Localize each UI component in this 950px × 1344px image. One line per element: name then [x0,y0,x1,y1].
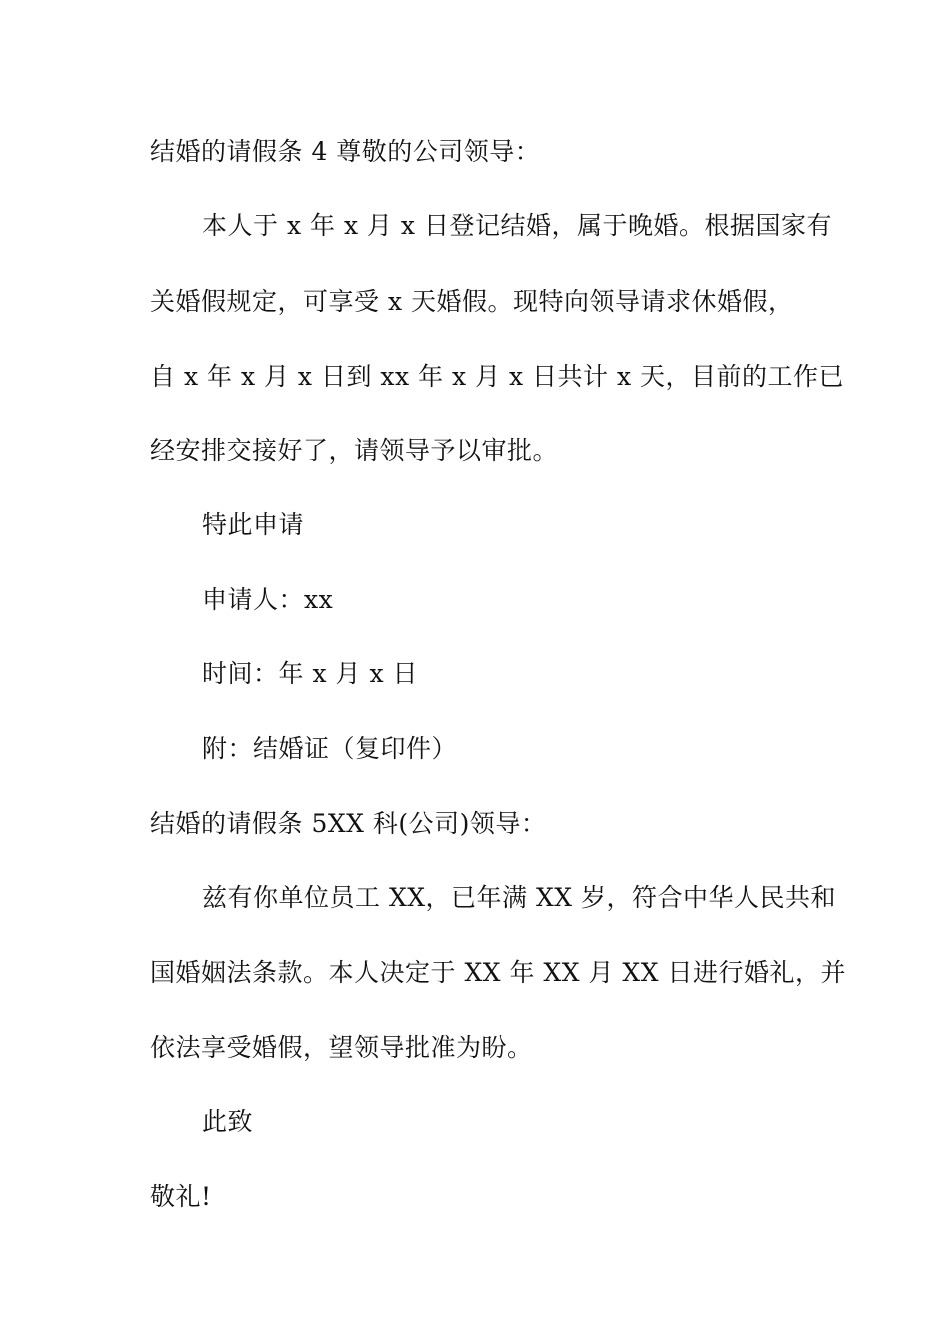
letter4-date: 时间：年 x 月 x 日 [202,659,418,688]
letter4-body-line-4: 经安排交接好了，请领导予以审批。 [150,436,559,465]
letter5-body-line-1: 兹有你单位员工 XX，已年满 XX 岁，符合中华人民共和 [202,883,837,912]
letter4-body-line-1: 本人于 x 年 x 月 x 日登记结婚，属于晚婚。根据国家有 [202,211,832,240]
letter4-closing: 特此申请 [202,510,305,539]
letter4-body-line-2: 关婚假规定，可享受 x 天婚假。现特向领导请求休婚假， [150,287,794,316]
letter4-applicant: 申请人：xx [202,585,334,614]
letter5-body-line-3: 依法享受婚假，望领导批准为盼。 [150,1033,533,1062]
letter5-body-line-2: 国婚姻法条款。本人决定于 XX 年 XX 月 XX 日进行婚礼，并 [150,958,846,987]
letter4-body-line-3: 自 x 年 x 月 x 日到 xx 年 x 月 x 日共计 x 天，目前的工作已 [150,362,845,391]
letter5-closing: 此致 [202,1107,254,1136]
letter4-heading: 结婚的请假条 4 尊敬的公司领导： [150,137,541,166]
letter5-heading: 结婚的请假条 5XX 科(公司)领导： [150,809,547,838]
letter5-salute: 敬礼! [150,1182,212,1211]
letter4-attachment: 附：结婚证（复印件） [202,734,458,763]
